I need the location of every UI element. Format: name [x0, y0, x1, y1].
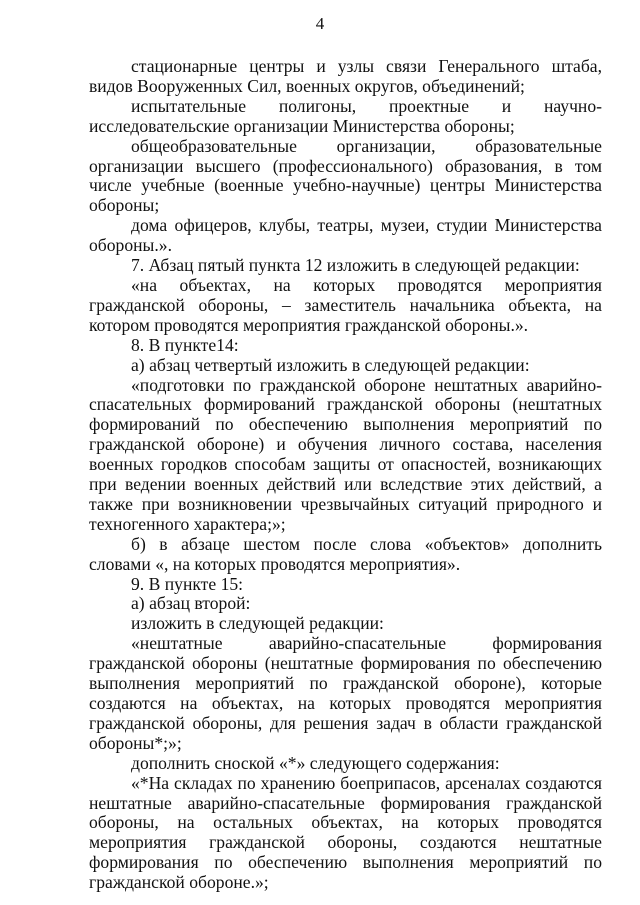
paragraph: общеобразовательные организации, образовательные организации высшего (профессионального) образования, в том числе учебные (военные учебно-научные) центры Министерства обороны; — [89, 135, 602, 216]
paragraph: стационарные центры и узлы связи Генерального штаба, видов Вооруженных Сил, военных округов, объединений; — [89, 56, 602, 96]
paragraph: изложить в следующей редакции: — [131, 613, 384, 634]
paragraph: а) абзац второй: — [131, 593, 251, 614]
paragraph: 7. Абзац пятый пункта 12 изложить в следующей редакции: — [131, 255, 580, 276]
paragraph: «на объектах, на которых проводятся мероприятия гражданской обороны, – заместитель начальника объекта, на котором проводятся мероприятия гражданской обороны.». — [89, 274, 602, 335]
paragraph: 9. В пункте 15: — [131, 573, 244, 594]
paragraph: «*На складах по хранению боеприпасов, арсеналах создаются нештатные аварийно-спасательные формирования гражданской обороны, на остальных объектах, на которых проводятся мероприятия гражданской обороны, создаются нештатные формирования по обеспечению выполнения мероприятий по гражданской обороне.»; — [89, 772, 602, 893]
paragraph: «нештатные аварийно-спасательные формирования гражданской обороны (нештатные формирования по обеспечению выполнения мероприятий по гражданской обороне), которые создаются на объектах, на которых проводятся мероприятия гражданской обороны, для решения задач в области гражданской обороны*;»; — [89, 633, 602, 753]
document-body — [89, 57, 602, 893]
page-number: 4 — [315, 14, 325, 33]
paragraph: а) абзац четвертый изложить в следующей редакции: — [131, 354, 530, 375]
paragraph: б) в абзаце шестом после слова «объектов» дополнить словами «, на которых проводятся мероприятия». — [89, 533, 602, 574]
paragraph: дополнить сноской «*» следующего содержания: — [131, 752, 500, 773]
paragraph: «подготовки по гражданской обороне нештатных аварийно-спасательных формирований гражданской обороны (нештатных формирований по обеспечению выполнения мероприятий по гражданской обороне) и обучения личного состава, населения военных городков способам защиты от опасностей, возникающих при ведении военных действий или вследствие этих действий, а также при возникновении чрезвычайных ситуаций природного и техногенного характера;»; — [89, 374, 602, 534]
paragraph: дома офицеров, клубы, театры, музеи, студии Министерства обороны.». — [89, 215, 602, 256]
paragraph: испытательные полигоны, проектные и научно-исследовательские организации Министерства обороны; — [89, 95, 602, 136]
paragraph: 8. В пункте14: — [131, 334, 239, 355]
